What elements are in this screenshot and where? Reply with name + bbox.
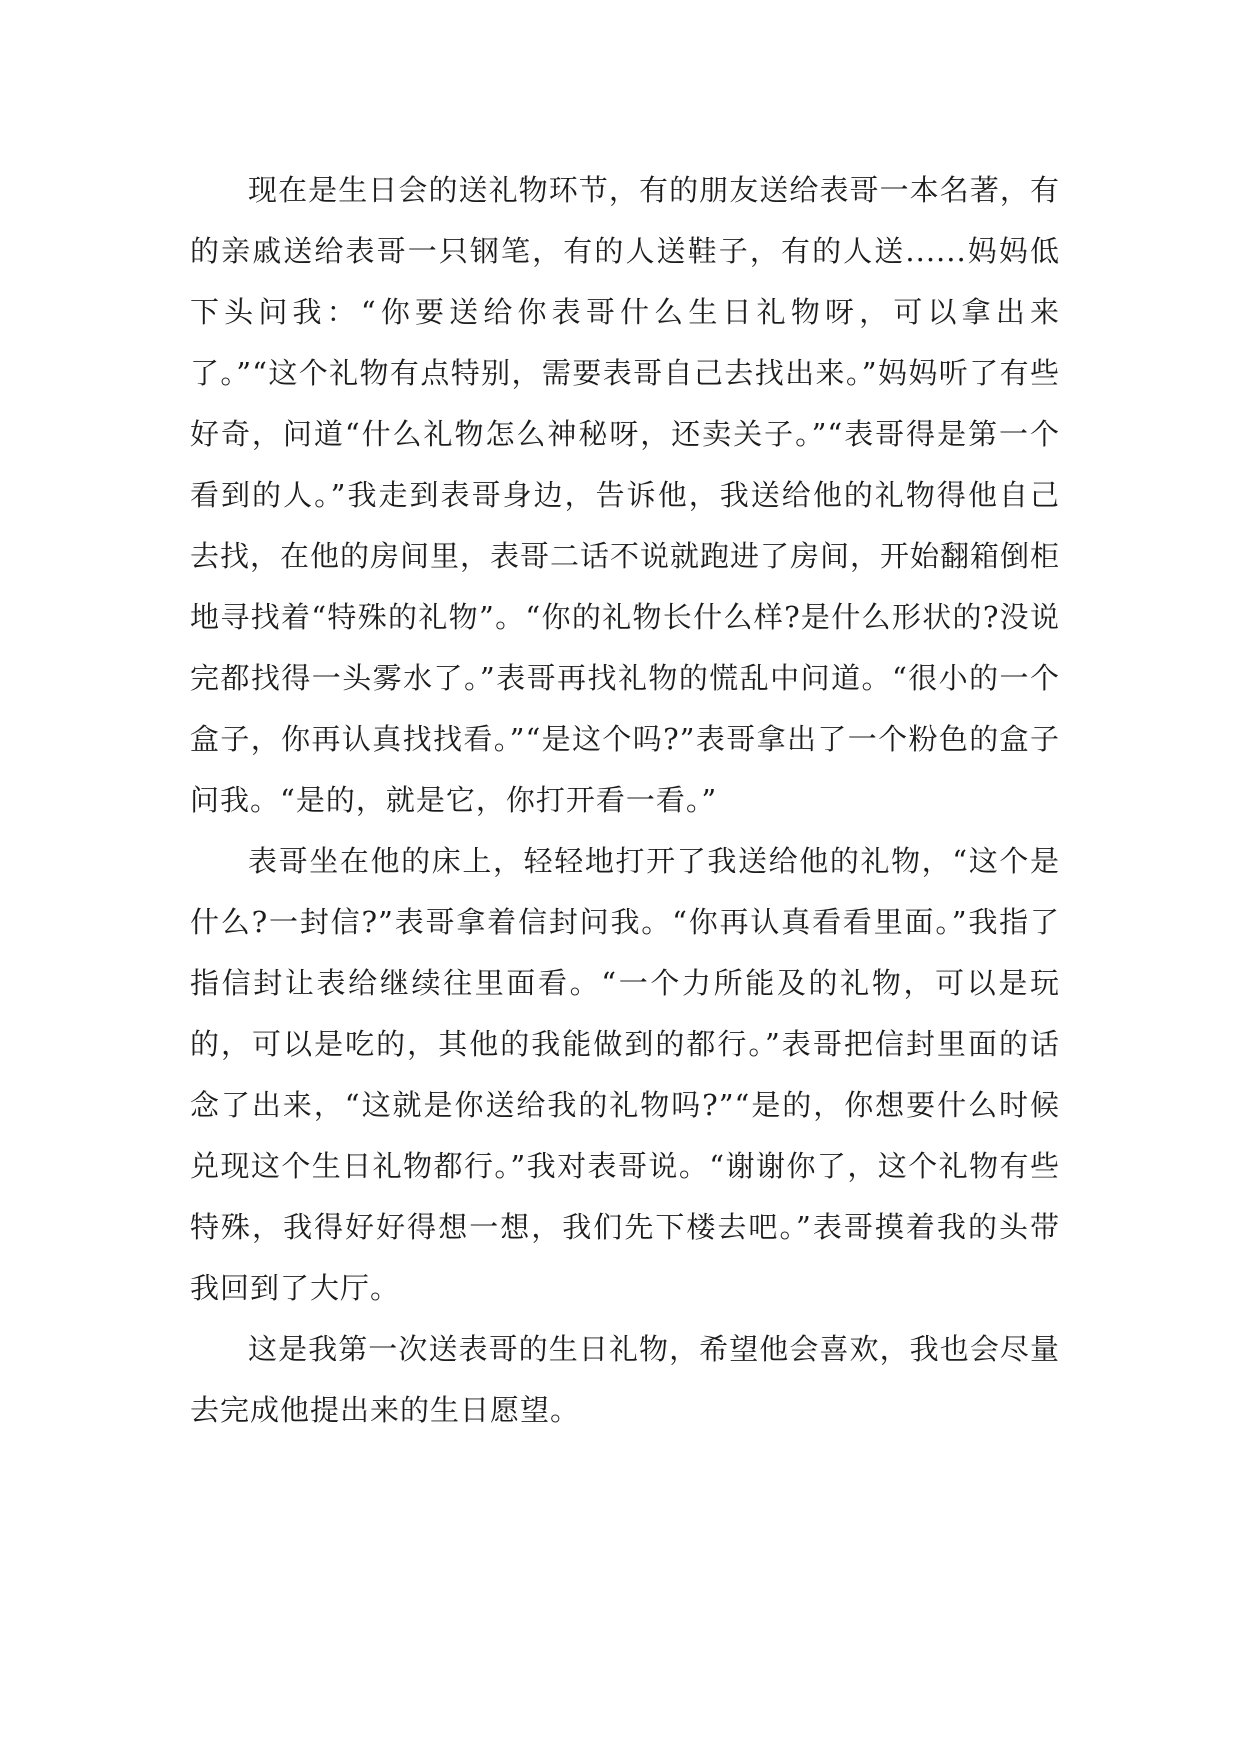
paragraph-2: 表哥坐在他的床上，轻轻地打开了我送给他的礼物，“这个是什么?一封信?”表哥拿着信封问我。“你再认真看看里面。”我指了指信封让表给继续往里面看。“一个力所能及的礼物，可以是玩的，可以是吃的，其他的我能做到的都行。”表哥把信封里面的话念了出来，“这就是你送给我的礼物吗?”“是的，你想要什么时候兑现这个生日礼物都行。”我对表哥说。“谢谢你了，这个礼物有些特殊，我得好好得想一想，我们先下楼去吧。”表哥摸着我的头带我回到了大厅。 (190, 844, 1060, 1305)
document-body (190, 160, 1060, 1441)
paragraph-1: 现在是生日会的送礼物环节，有的朋友送给表哥一本名著，有的亲戚送给表哥一只钢笔，有的人送鞋子，有的人送......妈妈低下头问我：“你要送给你表哥什么生日礼物呀，可以拿出来了。”“这个礼物有点特别，需要表哥自己去找出来。”妈妈听了有些好奇，问道“什么礼物怎么神秘呀，还卖关子。”“表哥得是第一个看到的人。”我走到表哥身边，告诉他，我送给他的礼物得他自己去找，在他的房间里，表哥二话不说就跑进了房间，开始翻箱倒柜地寻找着“特殊的礼物”。“你的礼物长什么样?是什么形状的?没说完都找得一头雾水了。”表哥再找礼物的慌乱中问道。“很小的一个盒子，你再认真找找看。”“是这个吗?”表哥拿出了一个粉色的盒子问我。“是的，就是它，你打开看一看。” (190, 173, 1061, 817)
paragraph-3: 这是我第一次送表哥的生日礼物，希望他会喜欢，我也会尽量去完成他提出来的生日愿望。 (190, 1332, 1060, 1427)
